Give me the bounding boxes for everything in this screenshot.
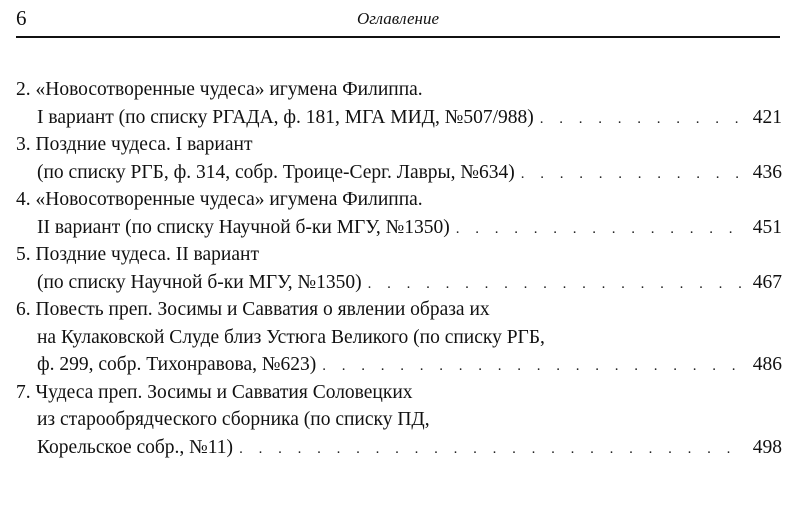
toc-entry-line xyxy=(16,131,782,159)
toc-entry-source: Корельское собр., №11) xyxy=(37,436,234,458)
toc-entry-title: 6. Повесть преп. Зосимы и Савватия о явлении образа их xyxy=(16,299,490,320)
toc-entry-line xyxy=(16,159,782,187)
toc-entry-line xyxy=(16,324,782,352)
toc-entry-title: на Кулаковской Слуде близ Устюга Великого (по списку РГБ, xyxy=(37,326,545,348)
toc-entry-line xyxy=(16,241,782,269)
toc-page-number: 467 xyxy=(752,271,782,293)
toc-page-number: 451 xyxy=(752,216,782,238)
toc-entry xyxy=(16,131,782,186)
toc-entry-title: из старообрядческого сборника (по списку ПД, xyxy=(37,409,430,430)
dot-leader xyxy=(233,436,744,464)
dot-leader xyxy=(316,353,744,381)
toc-entry-title: 5. Поздние чудеса. II вариант xyxy=(16,244,259,265)
toc-entry-line xyxy=(16,104,782,132)
toc-entry-line xyxy=(16,269,782,297)
toc-entry-line xyxy=(16,296,782,324)
toc-entry-line xyxy=(16,186,782,214)
page-header xyxy=(16,6,780,36)
toc-entry-line xyxy=(16,406,782,434)
toc-page-number: 486 xyxy=(752,354,782,375)
toc-entry xyxy=(16,241,782,296)
toc-entry-line xyxy=(16,76,782,104)
toc-entry-title: 4. «Новосотворенные чудеса» игумена Филиппа. xyxy=(16,189,423,210)
toc-entry-source: ф. 299, собр. Тихонравова, №623) xyxy=(37,354,317,375)
dot-leader xyxy=(534,106,744,134)
toc-entry-source: (по списку РГБ, ф. 314, собр. Троице-Серг. Лавры, №634) xyxy=(37,161,515,183)
toc-page-number: 421 xyxy=(752,106,782,128)
toc-entry-source: I вариант (по списку РГАДА, ф. 181, МГА МИД, №507/988) xyxy=(37,106,534,128)
toc-page-number: 436 xyxy=(752,161,782,183)
page-number: 6 xyxy=(16,6,27,30)
toc-page-number: 498 xyxy=(752,436,782,458)
toc-entry-line xyxy=(16,434,782,462)
toc-entry-source: II вариант (по списку Научной б-ки МГУ, №1350) xyxy=(37,216,450,238)
dot-leader xyxy=(362,271,744,299)
header-rule xyxy=(16,36,780,38)
toc-entry-line xyxy=(16,351,782,379)
toc-entry-title: 7. Чудеса преп. Зосимы и Савватия Соловецких xyxy=(16,381,413,403)
toc-entry-line xyxy=(16,379,782,407)
toc-entry-title: 2. «Новосотворенные чудеса» игумена Филиппа. xyxy=(16,79,423,100)
toc-entry-source: (по списку Научной б-ки МГУ, №1350) xyxy=(37,271,362,293)
toc-entry-title: 3. Поздние чудеса. I вариант xyxy=(16,134,253,155)
toc-entry xyxy=(16,379,782,462)
toc-entry xyxy=(16,186,782,241)
toc-entry-line xyxy=(16,214,782,242)
table-of-contents xyxy=(16,76,782,461)
toc-entry xyxy=(16,296,782,379)
dot-leader xyxy=(515,161,744,189)
running-title: Оглавление xyxy=(356,9,440,28)
dot-leader xyxy=(450,216,744,244)
toc-entry xyxy=(16,76,782,131)
